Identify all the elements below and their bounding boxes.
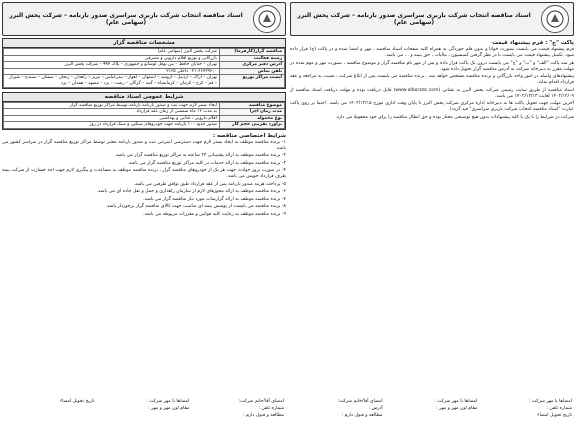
- right-signature-area: [290, 397, 574, 420]
- signature-line: آدرس :: [368, 406, 383, 411]
- signature-line: تاریخ تحویل امضاء: [537, 413, 572, 418]
- price-form-paragraph: آخرین مهلت جهت تحویل پاکت ها به دبیرخانه اداره مرکزی شرکت پخش البرز تا پایان وقت اداری مورخ ۱۴۰۲/۱۲/۱۵ می باشد. (حتما بر روی پاکت عبارت "اسناد مناقصه انتخاب شرکت باربری سراسری" قید گردد): [290, 101, 575, 112]
- row-value: تهران – اراک – اردبیل – ارومیه – اصفهان – اهواز – بندرعباس – تبریز – زاهدان – زنجان – سمنان – سنندج – شیراز – قم – کرج – کرمان – کرمانشاه – گنبد – گرگان – رشت – یزد – مشهد – همدان – یزد: [4, 75, 220, 87]
- price-form-paragraphs: [290, 47, 574, 121]
- table-row: [4, 49, 285, 56]
- price-form-paragraph: هر سه پاکت "الف" و "ب" و "ج" می بایست درون یک پاکت قرار داده و پس از مهر نام مناقصه گزار و موضوع مناقصه ، بصورت مهر و موم شده در مهلت مقرر به دبیرخانه شرکت به آدرس مناقصه گزار تحویل داده شود.: [290, 60, 574, 72]
- row-key: برآورد تقریبی حجم کار: [220, 122, 285, 129]
- row-key: مدت زمان اجرا: [220, 109, 285, 116]
- table-row: [4, 55, 285, 62]
- special-condition-item: ۴- در صورت بروز حوادث جهت هر یک از خودروهای مناقصه گزار ، برنده مناقصه موظف به مساعدت و پیگیری لازم جهت اخذ خسارت از شرکت بیمه طرف قرارداد خویش می باشد.: [2, 168, 286, 180]
- table-row: [4, 68, 285, 75]
- row-key: لیست مراکز توزیع: [220, 75, 285, 87]
- right-page-title: اسناد مناقصه انتخاب شرکت باربری سراسری صدور بارنامه – شرکت پخش البرز (سهامی عام): [297, 12, 531, 26]
- signature-block: [2, 397, 97, 420]
- row-value: به مدت ۱۲ ماه شمسی از زمان عقد قرارداد: [4, 109, 220, 116]
- special-condition-item: ۳- برنده مناقصه موظف به ارائه خدمات در کلیه مراکز توزیع مناقصه گزار می باشد.: [127, 160, 286, 166]
- price-form-title: پاکت "ج" : فرم پیشنهاد قیمت: [492, 40, 574, 46]
- row-key: مناقصه گزار(کارفرما): [220, 49, 285, 56]
- signature-line: مطالعه و قبول دارم :: [341, 413, 383, 418]
- special-condition-item: ۹- برنده مناقصه موظف به رعایت کلیه قوانین و مقررات مربوطه می باشد.: [143, 211, 286, 217]
- left-signature-area: [2, 397, 286, 420]
- price-form-paragraph: فرم پیشنهاد قیمت می بایست بصورت خوانا و بدون قلم خوردگی به همراه کلیه صفحات اسناد مناقصه ، مهر و امضا شده و در پاکت (ج) قرار داده شود. تکمیل پیشنهاد قیمت می بایست با در نظر گرفتن کمیسیون ، مالیات ، حق بیمه و ... می باشد.: [290, 47, 574, 58]
- row-key: نوع محموله: [220, 115, 285, 122]
- table-row: [4, 109, 285, 116]
- table-row: [4, 122, 285, 129]
- right-page-body: [290, 38, 574, 434]
- row-value: تهران – خیابان حافظ – بین نوفل لوشاتو و جمهوری – پلاک ۹۹۳ – شرکت پخش البرز: [4, 62, 220, 69]
- profile-section-title: مشخصات مناقصه گزار: [3, 39, 285, 48]
- row-value: شرکت پخش البرز (سهامی عام): [4, 49, 220, 56]
- signature-block: [385, 397, 480, 420]
- signature-block: [479, 397, 574, 420]
- table-row: [4, 75, 285, 87]
- signature-title: امضاها با مهر شرکت :: [528, 399, 572, 404]
- row-value: صدور حدود ۱۰۰ بارنامه جهت خودروهای سنگین و سبک قرارداد در روز: [4, 122, 220, 129]
- special-condition-item: ۲- برنده مناقصه موظف به ارائه پشتیبانی ۲۴ ساعته به مراکز توزیع مناقصه گزار می باشد.: [114, 153, 286, 159]
- profile-section: [2, 38, 286, 89]
- price-form-paragraph: شرکت در شرایط را با یک یا کلیه پیشنهادات بدون هیچ توضیحی مختار بوده و حق ابطال مناقصه را برای خود محفوظ می دارد.: [335, 114, 574, 120]
- table-row: [4, 102, 285, 109]
- table-row: [4, 115, 285, 122]
- signature-block: [191, 397, 286, 420]
- row-key: آدرس دفتر مرکزی: [220, 62, 285, 69]
- right-page-header: [290, 2, 574, 36]
- table-row: [4, 62, 285, 69]
- signature-title: امضاها با مهر شرکت :: [434, 399, 478, 404]
- signature-line: تاریخ تحویل امضاء: [59, 399, 95, 404]
- row-value: اقلام دارویی ، غذایی و بهداشتی: [4, 115, 220, 122]
- signature-title: امضاها با مهر شرکت :: [146, 399, 190, 404]
- company-logo-icon: [541, 5, 569, 33]
- row-value: ایجاد بستر لازم جهت ثبت و صدور بارنامه بارنامه توسط مراکز توزیع مناقصه گزار: [4, 102, 220, 109]
- signature-line: مطالعه و قبول دارم :: [243, 413, 284, 418]
- special-conditions-list: [2, 140, 286, 218]
- special-condition-item: ۱- برنده مناقصه موظف به ایجاد بستر لازم جهت دسترسی اینترنتی ثبت و صدور بارنامه معتبر توسط مراکز توزیع مناقصه گزار در سراسر کشور می باشد.: [2, 139, 286, 151]
- general-conditions-table: [3, 102, 285, 129]
- row-key: زمینه فعالیت: [220, 55, 285, 62]
- signature-line: شماره تلفن :: [546, 406, 572, 411]
- left-page-title: اسناد مناقصه انتخاب شرکت باربری سراسری صدور بارنامه – شرکت پخش البرز (سهامی عام): [9, 12, 243, 26]
- row-value: بازرگانی و توزیع اقلام دارویی و مصرفی: [4, 55, 220, 62]
- left-document-page: [2, 0, 286, 434]
- price-form-paragraph: پیشنهادهای واصله در امور واحد بازرگانی و برنده مناقصه مشخص خواهد شد . برنده مناقصه می بایست پس از ابلاغ شرکت ، نسبت به مراجعه و عقد قرارداد اقدام نماید.: [290, 74, 574, 85]
- special-condition-item: ۸- برنده مناقصه می بایست از پوشش بیمه ای مناسب جهت کالای مناقصه گزار برخوردار باشد.: [105, 204, 286, 210]
- special-condition-item: ۷- برنده مناقصه موظف به ارائه گزارشات مورد نیاز مناقصه گزار می باشد.: [143, 196, 286, 202]
- company-logo-icon: [253, 5, 281, 33]
- signature-line: مقام اون مهر و مهر :: [436, 406, 478, 411]
- row-key: موضوع مناقصه: [220, 102, 285, 109]
- row-value: ۰۲۱-۶۶۷۲۹۶۰۰ داخلی ۲۱۲۵: [4, 68, 220, 75]
- row-key: تلفن تماس: [220, 68, 285, 75]
- special-condition-item: ۵- پرداخت هزینه صدور بارنامه پس از عقد قرارداد طبق توافق طرفین می باشد.: [133, 181, 286, 187]
- left-page-header: [2, 2, 286, 36]
- signature-block: [290, 397, 385, 420]
- signature-title: امضای آقا/خانم شرکت:: [337, 399, 383, 404]
- special-condition-item: ۶- برنده مناقصه موظف به ارائه مجوزهای لازم از سازمان راهداری و حمل و نقل جاده ای می باشد.: [96, 189, 286, 195]
- signature-line: شماره تلفن :: [258, 406, 284, 411]
- general-conditions-section: [2, 92, 286, 130]
- profile-table: [3, 48, 285, 88]
- general-conditions-title: شرایط عمومی اسناد مناقصه: [3, 93, 285, 102]
- signature-block: [97, 397, 192, 420]
- signature-title: امضای آقا/خانم شرکت:: [238, 399, 284, 404]
- price-form-paragraph: اسناد مناقصه از طریق سایت رسمی شرکت پخش البرز به نشانی (www.alborzdc.com) قابل دریافت بوده و مهلت دریافت اسناد مناقصه از ۱۴۰۲/۱۲/۰۹ لغایت ۱۴۰۲/۱۲/۱۳ می باشد.: [290, 87, 574, 99]
- right-document-page: [290, 0, 574, 434]
- special-conditions-title: شرایط اختصاصی مناقصه :: [212, 132, 286, 139]
- left-page-body: [2, 38, 286, 434]
- signature-line: مقام اون مهر و مهر :: [148, 406, 190, 411]
